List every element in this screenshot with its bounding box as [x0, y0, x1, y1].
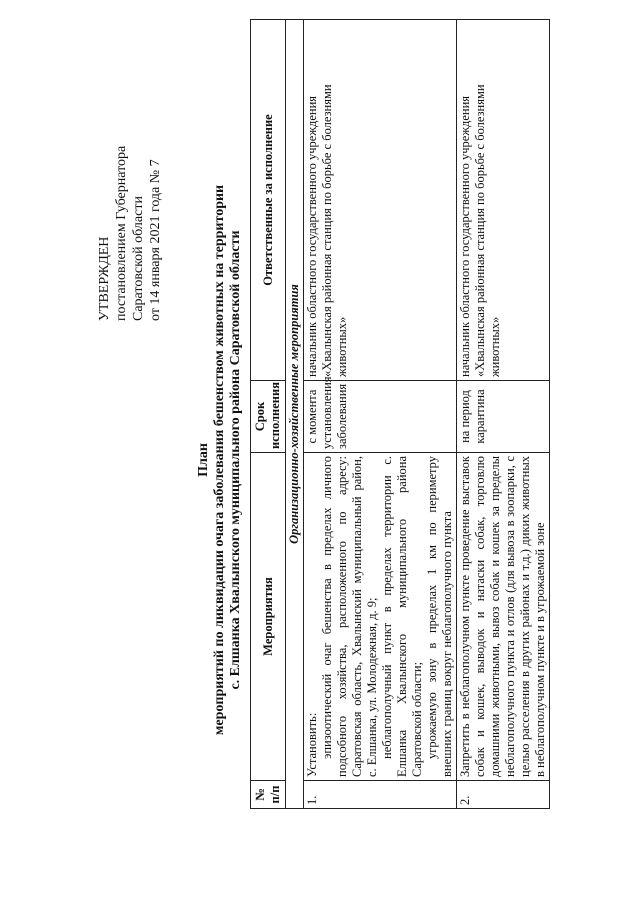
approval-line-2: постановлением Губернатора	[114, 145, 129, 321]
header-activity: Мероприятия	[251, 453, 286, 781]
document-title	[196, 135, 244, 785]
row-activity	[457, 453, 550, 781]
table-row	[457, 20, 550, 809]
row-term: на период карантина	[457, 381, 550, 453]
approval-line-4: от 14 января 2021 года № 7	[148, 159, 163, 321]
title-line-2: мероприятий по ликвидации очага заболевания бешенством животных на территории	[212, 184, 227, 736]
activity-paragraph: Запретить в неблагополучном пункте проведение выставок собак и кошек, выводок и натаски собак, торговлю домашними животными, вывоз собак и кошек за пределы неблагополучного пункта и отлов (для вывоза в зоопарки, с целью расселения в других районах и т.д.) диких животных в неблагополучном пункте и в угрожаемой зоне	[458, 456, 547, 777]
header-responsible: Ответственные за исполнение	[251, 20, 286, 381]
activity-paragraph: эпизоотический очаг бешенства в пределах личного подсобного хозяйства, расположенного по адресу: Саратовская область, Хвалынский муниципальный район, с. Елшанка, ул. Молодежная, д. 9;	[320, 456, 379, 777]
row-responsible: начальник областного государственного учреждения «Хвалынская районная станция по борьбе с болезнями животных»	[304, 20, 457, 381]
activity-intro: Установить:	[305, 712, 319, 777]
header-num: № п/п	[251, 781, 286, 809]
header-term: Срок исполнения	[251, 381, 286, 453]
table-row	[304, 20, 457, 809]
row-activity	[304, 453, 457, 781]
section-row	[286, 20, 304, 809]
title-line-3: с. Елшанка Хвалынского муниципального района Саратовской области	[228, 230, 243, 690]
activity-paragraph: угрожаемую зону в пределах 1 км по периметру внешних границ вокруг неблагополучного пункта	[425, 456, 454, 777]
approval-stamp	[96, 1, 164, 321]
activity-paragraph: неблагополучный пункт в пределах территории с. Елшанка Хвалынского муниципального района Саратовской области;	[380, 456, 424, 777]
row-responsible: начальник областного государственного учреждения «Хвалынская районная станция по борьбе с болезнями животных»	[457, 20, 550, 381]
title-line-1: План	[196, 443, 211, 477]
row-term: с момента установления заболевания	[304, 381, 457, 453]
row-num: 2.	[457, 781, 550, 809]
section-title: Организационно-хозяйственные мероприятия	[286, 20, 304, 809]
table-header-row	[251, 20, 286, 809]
approval-line-3: Саратовской области	[131, 196, 146, 321]
plan-table	[250, 19, 550, 809]
approval-line-1: УТВЕРЖДЕН	[97, 236, 112, 321]
row-num: 1.	[304, 781, 457, 809]
